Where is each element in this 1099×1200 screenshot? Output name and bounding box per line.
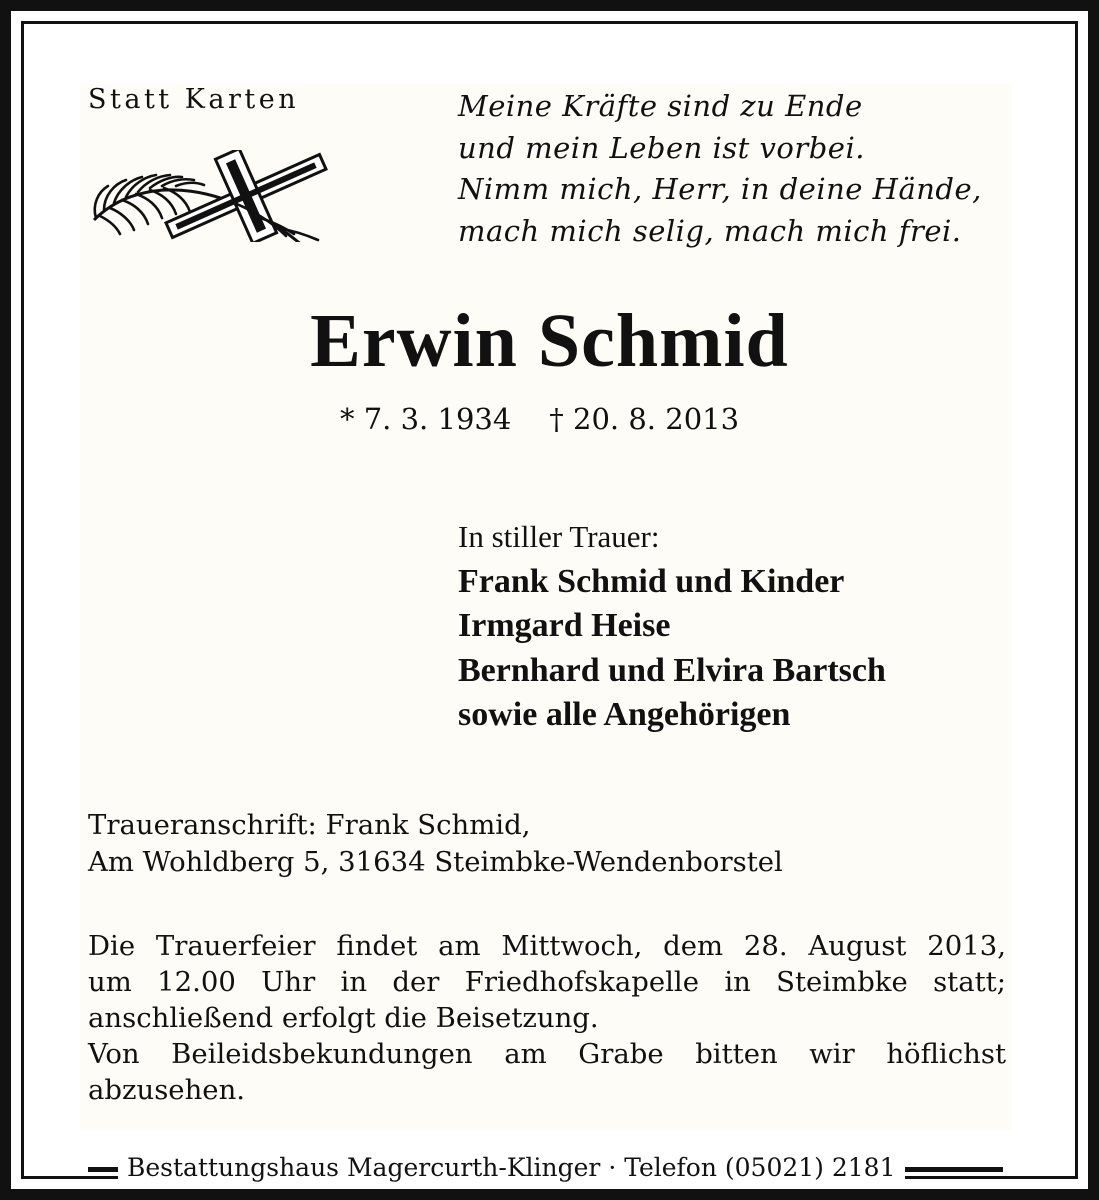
mourner-line: Irmgard Heise <box>458 607 671 644</box>
service-line: anschließend erfolgt die Beisetzung. <box>88 1002 599 1034</box>
mourning-address <box>88 807 783 881</box>
poem-line: Nimm mich, Herr, in deine Hände, <box>458 172 982 206</box>
cross-with-palm-branch-icon <box>82 150 328 242</box>
address-line: Am Wohldberg 5, 31634 Steimbke-Wendenborstel <box>88 846 783 878</box>
service-line: Die Trauerfeier findet am Mittwoch, dem 28. August 2013, <box>88 930 1006 962</box>
statt-karten: Statt Karten <box>88 84 300 115</box>
address-line: Traueranschrift: Frank Schmid, <box>88 809 531 841</box>
life-dates <box>340 402 739 436</box>
deceased-name: Erwin Schmid <box>310 299 789 383</box>
mourner-line: Bernhard und Elvira Bartsch <box>458 651 886 689</box>
poem-line: Meine Kräfte sind zu Ende <box>458 89 863 123</box>
poem-line: und mein Leben ist vorbei. <box>458 130 865 165</box>
funeral-service-info <box>88 928 1006 1108</box>
service-line: Von Beileidsbekundungen am Grabe bitten wir höflichst <box>88 1038 1006 1070</box>
mourning-block <box>458 515 886 738</box>
death-date: † 20. 8. 2013 <box>549 402 740 436</box>
birth-date: * 7. 3. 1934 <box>340 402 512 436</box>
poem-line: mach mich selig, mach mich frei. <box>458 213 962 248</box>
mourner-line: Frank Schmid und Kinder <box>458 562 845 600</box>
service-line: abzusehen. <box>88 1074 246 1106</box>
poem <box>458 86 982 252</box>
mourner-line: sowie alle Angehörigen <box>458 696 791 733</box>
service-line: um 12.00 Uhr in der Friedhofskapelle in Steimbke statt; <box>88 966 1006 998</box>
funeral-home-footer: Bestattungshaus Magercurth-Klinger · Telefon (05021) 2181 <box>118 1150 905 1186</box>
mourning-intro: In stiller Trauer: <box>458 519 660 554</box>
